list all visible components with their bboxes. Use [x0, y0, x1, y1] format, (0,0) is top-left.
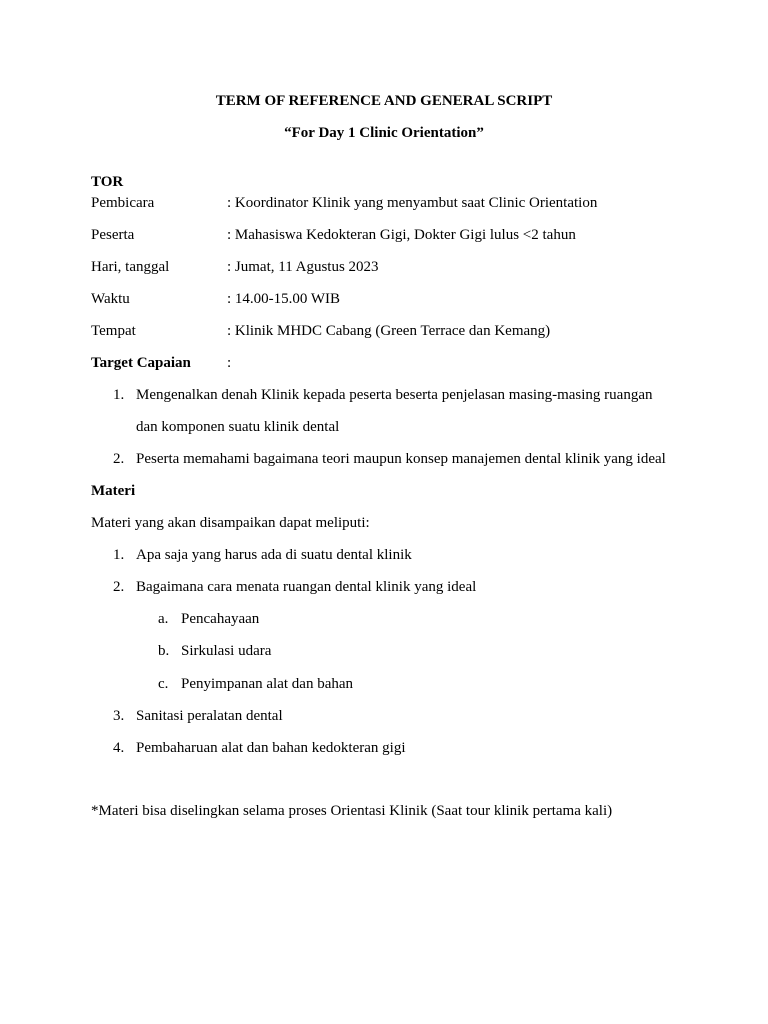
materi-heading: Materi [91, 483, 136, 499]
target-item-1-text-line1: Mengenalkan denah Klinik kepada peserta beserta penjelasan masing-masing ruangan [136, 387, 653, 403]
document-title: TERM OF REFERENCE AND GENERAL SCRIPT [215, 93, 553, 109]
materi-item-4-text: Pembaharuan alat dan bahan kedokteran gigi [136, 740, 406, 756]
document-subtitle: “For Day 1 Clinic Orientation” [284, 125, 484, 141]
tor-value-pembicara: : Koordinator Klinik yang menyambut saat Clinic Orientation [227, 195, 598, 211]
materi-subitem-a-text: Pencahayaan [181, 611, 260, 627]
tor-heading: TOR [91, 174, 124, 190]
tor-label-pembicara: Pembicara [91, 195, 155, 211]
materi-item-1-text: Apa saja yang harus ada di suatu dental klinik [136, 547, 412, 563]
tor-value-hari-tanggal: : Jumat, 11 Agustus 2023 [227, 259, 379, 275]
tor-label-peserta: Peserta [91, 227, 135, 243]
tor-label-hari-tanggal: Hari, tanggal [91, 259, 170, 275]
materi-subitem-c-number: c. [158, 676, 169, 692]
tor-value-peserta: : Mahasiswa Kedokteran Gigi, Dokter Gigi lulus <2 tahun [227, 227, 576, 243]
materi-item-3-number: 3. [113, 708, 125, 724]
materi-item-1-number: 1. [113, 547, 125, 563]
footnote: *Materi bisa diselingkan selama proses Orientasi Klinik (Saat tour klinik pertama kali) [91, 803, 613, 819]
tor-value-tempat: : Klinik MHDC Cabang (Green Terrace dan Kemang) [227, 323, 551, 339]
target-item-1-number: 1. [113, 387, 125, 403]
materi-intro: Materi yang akan disampaikan dapat meliputi: [91, 515, 370, 531]
target-item-1-text-line2: dan komponen suatu klinik dental [136, 419, 340, 435]
target-item-2-text: Peserta memahami bagaimana teori maupun konsep manajemen dental klinik yang ideal [136, 451, 666, 467]
materi-item-2-number: 2. [113, 579, 125, 595]
target-capaian-colon: : [227, 355, 232, 371]
tor-value-waktu: : 14.00-15.00 WIB [227, 291, 341, 307]
tor-label-tempat: Tempat [91, 323, 136, 339]
materi-subitem-b-number: b. [158, 643, 170, 659]
tor-label-waktu: Waktu [91, 291, 130, 307]
materi-subitem-b-text: Sirkulasi udara [181, 643, 272, 659]
materi-item-3-text: Sanitasi peralatan dental [136, 708, 283, 724]
materi-subitem-a-number: a. [158, 611, 169, 627]
materi-subitem-c-text: Penyimpanan alat dan bahan [181, 676, 354, 692]
materi-item-2-text: Bagaimana cara menata ruangan dental klinik yang ideal [136, 579, 477, 595]
target-capaian-label: Target Capaian [91, 355, 191, 371]
target-item-2-number: 2. [113, 451, 125, 467]
materi-item-4-number: 4. [113, 740, 125, 756]
